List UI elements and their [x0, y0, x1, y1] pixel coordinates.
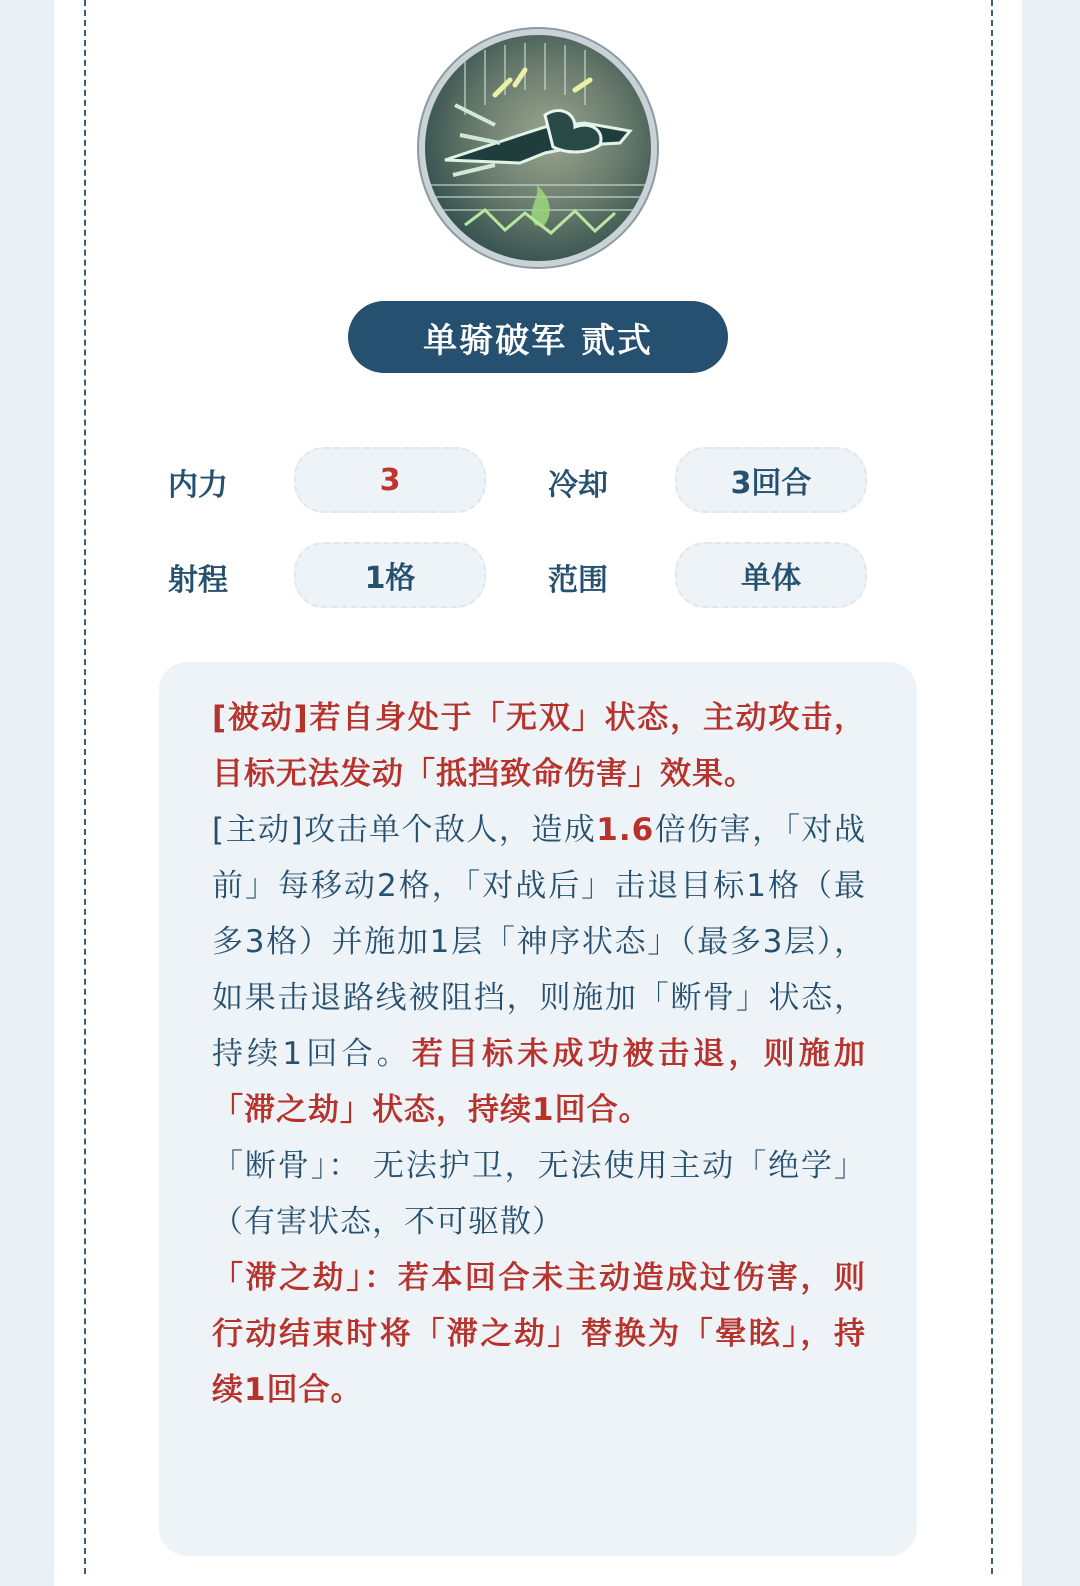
stat-label-area: 范围: [548, 563, 608, 598]
active-description: [212, 802, 866, 1138]
stat-value-neili: 3: [294, 447, 486, 513]
stat-value-cooldown: 3回合: [675, 447, 867, 513]
zhizhijie-description: 「滞之劫」：若本回合未主动造成过伤害，则行动结束时将「滞之劫」替换为「晕眩」，持续1回合。: [212, 1260, 866, 1408]
sword-skill-icon: [425, 35, 651, 261]
stat-label-neili: 内力: [168, 468, 228, 503]
card-border-left: [84, 0, 86, 1574]
stat-value-range: 1格: [294, 542, 486, 608]
stat-label-cooldown: 冷却: [548, 468, 608, 503]
skill-name: 单骑破军 贰式: [348, 301, 728, 373]
card-border-right: [991, 0, 993, 1574]
active-text-post: 倍伤害，「对战前」每移动2格，「对战后」击退目标1格（最多3格）并施加1层「神序状态」（最多3层），如果击退路线被阻挡，则施加「断骨」状态，持续1回合。: [212, 812, 867, 1072]
passive-description: [被动]若自身处于「无双」状态，主动攻击，目标无法发动「抵挡致命伤害」效果。: [212, 700, 866, 792]
active-text-red: 若目标未成功被击退，则施加「滞之劫」状态，持续1回合。: [212, 1036, 866, 1128]
duangu-description: 「断骨」： 无法护卫，无法使用主动「绝学」（有害状态，不可驱散）: [212, 1148, 866, 1240]
stat-value-area: 单体: [675, 542, 867, 608]
damage-multiplier: 1.6: [596, 812, 655, 848]
stat-label-range: 射程: [168, 563, 228, 598]
active-text-pre: [主动]攻击单个敌人，造成: [212, 812, 597, 848]
description-text: [212, 690, 866, 1418]
